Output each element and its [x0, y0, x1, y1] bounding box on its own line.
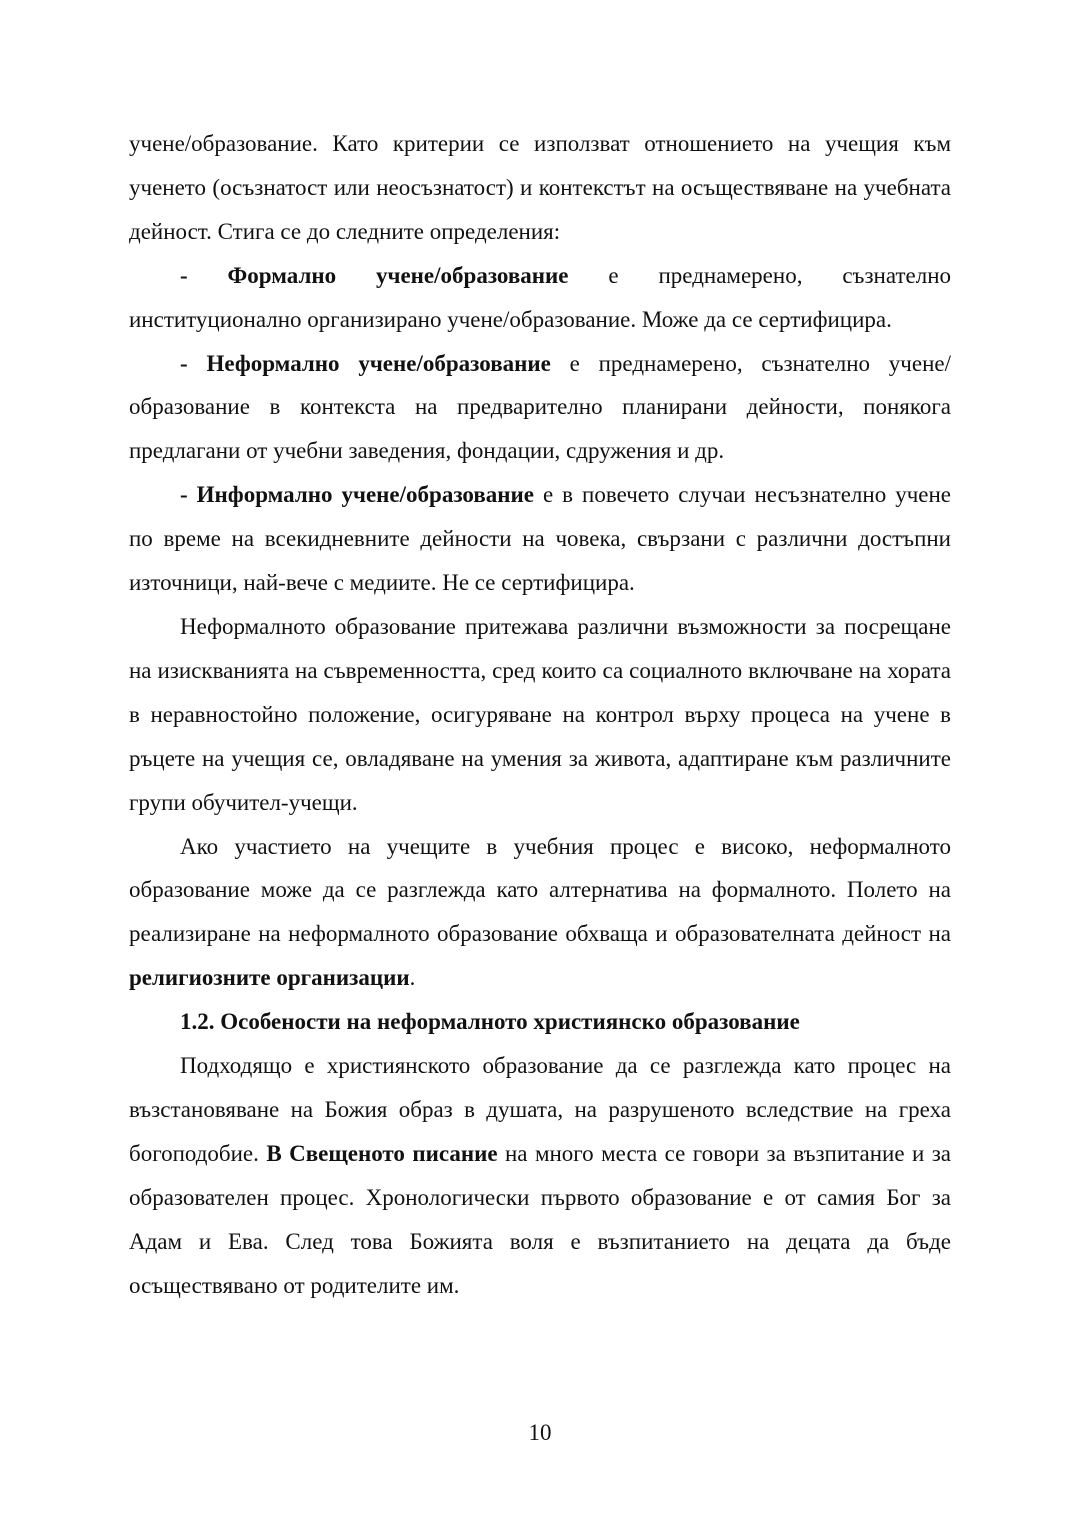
paragraph-text: Неформалното образование притежава различни възможности за посрещане на изискванията на съвременността, сред които са социалното включване на хората в неравностойно положение, осигуряване на контрол върху процеса на учене в ръцете на учещия се, овладяване на умения за живота, адаптиране към различните групи обучител-учещи. — [129, 613, 951, 815]
paragraph-text: учене/образование. Като критерии се използват отношението на учещия към ученето (осъзнатост или неосъзнатост) и контекстът на осъществяване на учебната дейност. Стига се до следните определения: — [129, 131, 951, 244]
definition-nonformal — [129, 342, 951, 474]
emphasis-text: В Свещеното писание — [266, 1140, 498, 1166]
definition-text: е преднамерено, съзнателно учене/образование в контекста на предварително планирани дейности, понякога предлагани от учебни заведения, фондации, сдружения и др. — [129, 350, 951, 464]
document-page — [129, 122, 951, 1307]
definition-term: - Формално учене/образование — [180, 262, 569, 288]
paragraph-text: на много места се говори за възпитание и за образователен процес. Хронологически първото образование е от самия Бог за Адам и Ева. След това Божията воля е възпитанието на децата да бъде осъществявано от родителите им. — [129, 1140, 952, 1298]
definition-informal — [129, 473, 951, 605]
definition-text: е в повечето случаи несъзнателно учене по време на всекидневните дейности на човека, свързани с различни достъпни източници, най-вече с медиите. Не се сертифицира. — [129, 482, 951, 596]
paragraph-participation — [129, 825, 951, 1001]
paragraph-text: Подходящо е християнското образование да се разглежда като процес на възстановяване на Божия образ в душата, на разрушеното вследствие на греха богоподобие. — [129, 1053, 951, 1166]
definition-term: - Неформално учене/образование — [180, 350, 551, 376]
definition-formal — [129, 254, 951, 342]
paragraph-nonformal-possibilities — [129, 605, 951, 825]
paragraph-christian-education — [129, 1044, 951, 1307]
paragraph-text: Ако участието на учещите в учебния процес е високо, неформалното образование може да се разглежда като алтернатива на формалното. Полето на реализиране на неформалното образование обхваща и образователната дейност на — [129, 833, 951, 947]
section-heading: 1.2. Особености на неформалното християнско образование — [180, 1009, 800, 1035]
definition-term: - Информално учене/образование — [180, 482, 534, 508]
page-number: 10 — [528, 1420, 552, 1445]
paragraph-continuation — [129, 122, 951, 254]
definition-text: е преднамерено, съзнателно институционално организирано учене/образование. Може да се сертифицира. — [129, 262, 951, 332]
paragraph-text: . — [409, 965, 416, 991]
emphasis-text: религиозните организации — [129, 965, 410, 991]
